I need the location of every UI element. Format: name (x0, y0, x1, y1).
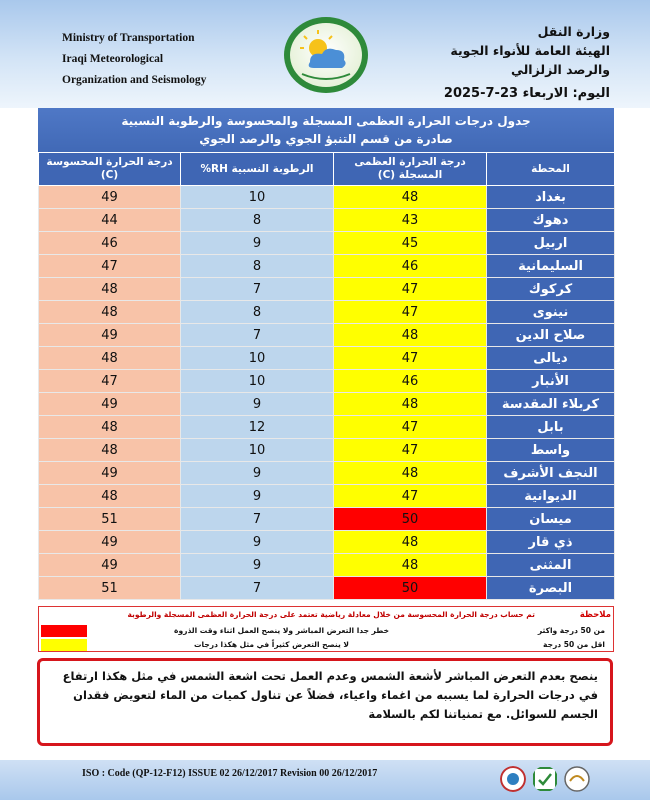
table-row (39, 393, 615, 416)
cell-max-temp: 48 (334, 324, 487, 347)
english-org-line: Iraqi Meteorological (62, 53, 164, 65)
cell-max-temp: 48 (334, 462, 487, 485)
cell-feels-like: 48 (39, 347, 181, 370)
cell-humidity: 9 (181, 393, 334, 416)
cell-humidity: 12 (181, 416, 334, 439)
cell-station: بغداد (487, 186, 615, 209)
cell-humidity: 7 (181, 508, 334, 531)
legend-row-danger (43, 624, 609, 638)
table-row (39, 278, 615, 301)
table-title-subline: صادرة من قسم التنبؤ الجوي والرصد الجوي (199, 132, 453, 146)
cell-station: ديالى (487, 347, 615, 370)
report-header (0, 0, 650, 108)
table-row (39, 485, 615, 508)
english-org-line: Organization and Seismology (62, 74, 207, 86)
table-body (39, 186, 615, 600)
column-header-humidity: الرطوبة النسبية RH% (181, 153, 334, 186)
column-header-feels: درجة الحرارة المحسوسة (C) (39, 153, 181, 186)
cell-humidity: 7 (181, 278, 334, 301)
cell-feels-like: 49 (39, 393, 181, 416)
cell-station: السليمانية (487, 255, 615, 278)
cell-feels-like: 46 (39, 232, 181, 255)
cell-max-temp: 45 (334, 232, 487, 255)
cell-station: دهوك (487, 209, 615, 232)
cell-station: ذي قار (487, 531, 615, 554)
cell-station: واسط (487, 439, 615, 462)
arabic-org-line: والرصد الزلزالي (510, 62, 610, 77)
cell-max-temp: 46 (334, 255, 487, 278)
cell-max-temp: 47 (334, 439, 487, 462)
cell-max-temp: 48 (334, 554, 487, 577)
column-header-station: المحطة (487, 153, 615, 186)
cell-feels-like: 48 (39, 416, 181, 439)
cell-max-temp: 46 (334, 370, 487, 393)
cell-feels-like: 51 (39, 577, 181, 600)
table-row (39, 370, 615, 393)
cell-humidity: 9 (181, 531, 334, 554)
english-org-line: Ministry of Transportation (62, 32, 195, 44)
meteorological-organization-logo (280, 14, 372, 96)
table-row (39, 232, 615, 255)
legend-swatch-yellow (41, 639, 87, 651)
table-row (39, 255, 615, 278)
cell-station: البصرة (487, 577, 615, 600)
cell-humidity: 8 (181, 301, 334, 324)
cell-feels-like: 44 (39, 209, 181, 232)
table-row (39, 531, 615, 554)
cell-feels-like: 47 (39, 255, 181, 278)
table-row (39, 209, 615, 232)
cell-station: ميسان (487, 508, 615, 531)
table-row (39, 347, 615, 370)
english-org-name (62, 28, 206, 91)
cell-feels-like: 49 (39, 462, 181, 485)
legend-swatch-red (41, 625, 87, 637)
table-row (39, 416, 615, 439)
table-title-line: جدول درجات الحرارة العظمى المسجلة والمحسوسة والرطوبة النسبية (121, 114, 531, 128)
cell-station: بابل (487, 416, 615, 439)
notes-header (39, 607, 613, 622)
legend-row-warning (43, 638, 609, 652)
cell-station: الأنبار (487, 370, 615, 393)
notes-box (38, 606, 614, 652)
cell-max-temp: 50 (334, 577, 487, 600)
cell-station: كركوك (487, 278, 615, 301)
cell-max-temp: 48 (334, 393, 487, 416)
cell-humidity: 10 (181, 370, 334, 393)
cell-humidity: 9 (181, 462, 334, 485)
cell-feels-like: 48 (39, 301, 181, 324)
table-row (39, 439, 615, 462)
cell-feels-like: 48 (39, 278, 181, 301)
cell-humidity: 10 (181, 186, 334, 209)
cell-station: كربلاء المقدسة (487, 393, 615, 416)
legend-range: من 50 درجة واكثر (537, 626, 605, 635)
cell-station: المثنى (487, 554, 615, 577)
cell-feels-like: 48 (39, 485, 181, 508)
table-row (39, 324, 615, 347)
column-header-max-temp: درجة الحرارة العظمى المسجلة (C) (334, 153, 487, 186)
table-row (39, 508, 615, 531)
legend-advice: لا ينصح التعرض كثيراً في مثل هكذا درجات (194, 640, 349, 649)
cell-max-temp: 47 (334, 278, 487, 301)
notes-description: تم حساب درجة الحرارة المحسوسة من خلال معادلة رياضية تعتمد على درجة الحرارة العظمى المسجلة والرطوبة (127, 610, 535, 619)
legend-advice: خطر جدا التعرض المباشر ولا ينصح العمل اثناء وقت الذروة (174, 626, 389, 635)
cell-humidity: 8 (181, 209, 334, 232)
cell-max-temp: 47 (334, 347, 487, 370)
cell-station: اربيل (487, 232, 615, 255)
arabic-org-line: الهيئة العامة للأنواء الجوية (450, 43, 610, 58)
cell-feels-like: 49 (39, 186, 181, 209)
cell-feels-like: 49 (39, 531, 181, 554)
table-title (38, 108, 614, 152)
notes-label: ملاحظة (579, 610, 611, 620)
cell-feels-like: 49 (39, 324, 181, 347)
report-footer (0, 760, 650, 800)
cell-max-temp: 48 (334, 531, 487, 554)
cell-humidity: 9 (181, 485, 334, 508)
cell-station: النجف الأشرف (487, 462, 615, 485)
arabic-org-line: وزارة النقل (537, 24, 610, 39)
table-row (39, 577, 615, 600)
table-row (39, 186, 615, 209)
table-row (39, 301, 615, 324)
cell-humidity: 7 (181, 577, 334, 600)
cell-max-temp: 48 (334, 186, 487, 209)
cell-feels-like: 49 (39, 554, 181, 577)
cell-station: الديوانية (487, 485, 615, 508)
cell-max-temp: 47 (334, 301, 487, 324)
report-date: اليوم: الاربعاء 23-7-2025 (443, 86, 610, 101)
iso-code-text: ISO : Code (QP-12-F12) ISSUE 02 26/12/2017 Revision 00 26/12/2017 (82, 768, 378, 779)
arabic-org-name (450, 22, 610, 79)
cell-station: نينوى (487, 301, 615, 324)
cell-max-temp: 47 (334, 416, 487, 439)
cell-humidity: 9 (181, 232, 334, 255)
table-row (39, 462, 615, 485)
quality-mark-icon (564, 766, 590, 792)
cell-station: صلاح الدين (487, 324, 615, 347)
safety-alert-box (37, 658, 613, 746)
cell-humidity: 8 (181, 255, 334, 278)
cell-max-temp: 50 (334, 508, 487, 531)
safety-alert-text: ينصح بعدم التعرض المباشر لأشعة الشمس وعدم العمل تحت اشعة الشمس في مثل هكذا ارتفاع في درجات الحرارة لما يسببه من اغماء واعياء، فضلاً عن تناول كميات من الماء لتعويض فقدان الجسم للسوائل. مع تمنياتنا لكم بالسلامة (62, 669, 598, 721)
cell-humidity: 9 (181, 554, 334, 577)
cell-max-temp: 47 (334, 485, 487, 508)
certification-seal-icon (500, 766, 526, 792)
cell-feels-like: 51 (39, 508, 181, 531)
cell-feels-like: 48 (39, 439, 181, 462)
table-header-row (39, 153, 615, 186)
iso-badge-icon (532, 766, 558, 792)
temperature-table (38, 152, 615, 600)
table-row (39, 554, 615, 577)
legend-range: اقل من 50 درجة (543, 640, 605, 649)
cell-max-temp: 43 (334, 209, 487, 232)
cell-humidity: 10 (181, 439, 334, 462)
cell-humidity: 10 (181, 347, 334, 370)
cell-humidity: 7 (181, 324, 334, 347)
cell-feels-like: 47 (39, 370, 181, 393)
